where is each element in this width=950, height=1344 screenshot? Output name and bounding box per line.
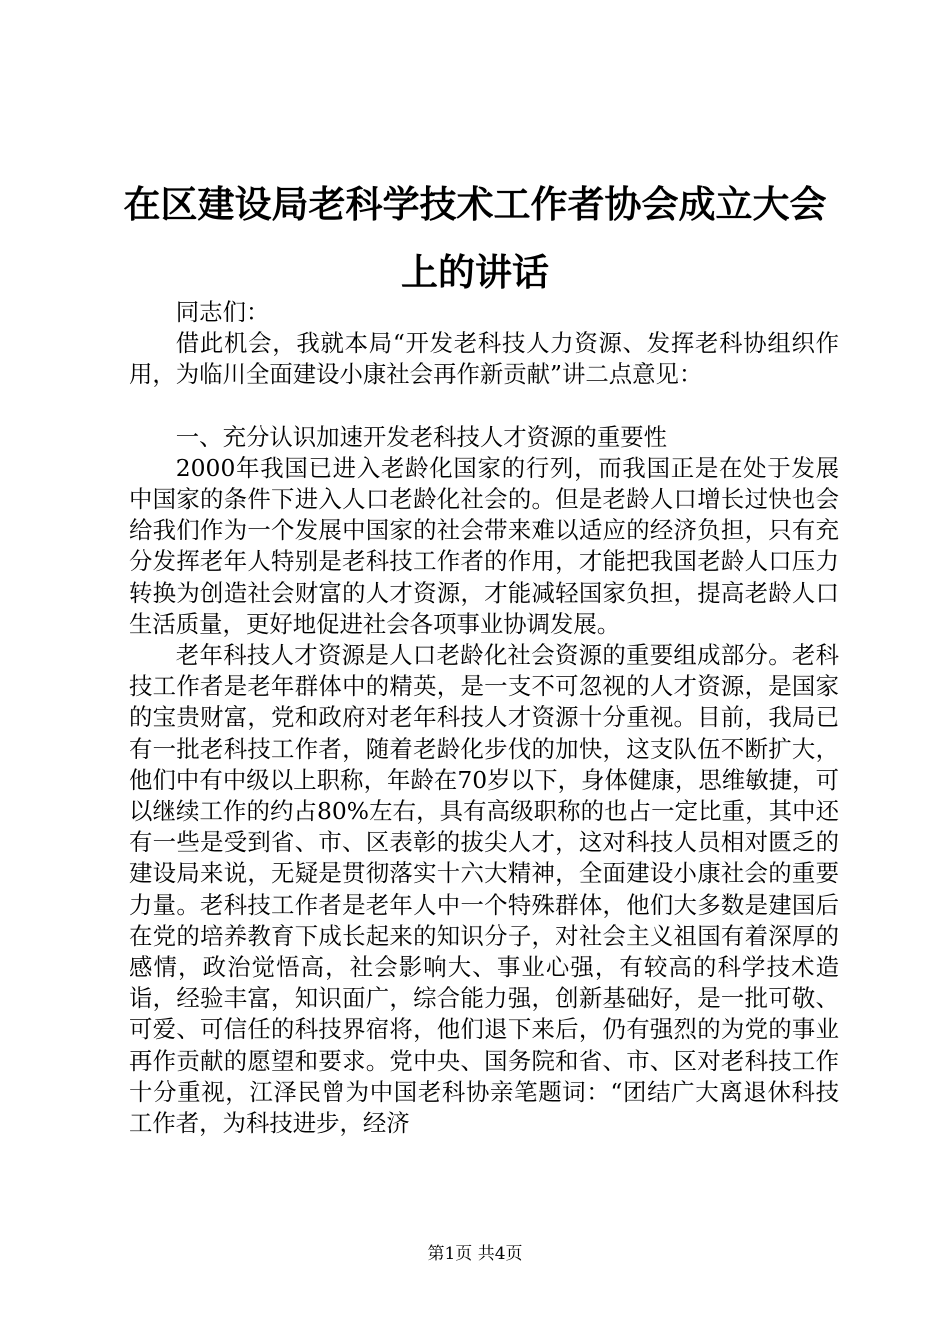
- salutation: 同志们：: [175, 298, 270, 326]
- paragraph-intro: 借此机会，我就本局“开发老科技人力资源、发挥老科协组织作用，为临川全面建设小康社会再作新贡献”讲二点意见：: [129, 329, 839, 389]
- document-title: 在区建设局老科学技术工作者协会成立大会上的讲话: [123, 182, 827, 294]
- paragraph-aging: 2000年我国已进入老龄化国家的行列，而我国正是在处于发展中国家的条件下进入人口老龄化社会的。但是老龄人口增长过快也会给我们作为一个发展中国家的社会带来难以适应的经济负担，只有充分发挥老年人特别是老科技工作者的作用，才能把我国老龄人口压力转换为创造社会财富的人才资源，才能减轻国家负担，提高老龄人口生活质量，更好地促进社会各项事业协调发展。: [129, 453, 839, 638]
- paragraph-talent: 老年科技人才资源是人口老龄化社会资源的重要组成部分。老科技工作者是老年群体中的精英，是一支不可忽视的人才资源，是国家的宝贵财富，党和政府对老年科技人才资源十分重视。目前，我局已有一批老科技工作者，随着老龄化步伐的加快，这支队伍不断扩大，他们中有中级以上职称，年龄在70岁以下，身体健康，思维敏捷，可以继续工作的约占80%左右，具有高级职称的也占一定比重，其中还有一些是受到省、市、区表彰的拔尖人才，这对科技人员相对匮乏的建设局来说，无疑是贯彻落实十六大精神，全面建设小康社会的重要力量。老科技工作者是老年人中一个特殊群体，他们大多数是建国后在党的培养教育下成长起来的知识分子，对社会主义祖国有着深厚的感情，政治觉悟高，社会影响大、事业心强，有较高的科学技术造诣，经验丰富，知识面广，综合能力强，创新基础好，是一批可敬、可爱、可信任的科技界宿将，他们退下来后，仍有强烈的为党的事业再作贡献的愿望和要求。党中央、国务院和省、市、区对老科技工作十分重视，江泽民曾为中国老科协亲笔题词：“团结广大离退休科技工作者，为科技进步，经济: [129, 641, 839, 1138]
- page-footer: 第1页 共4页: [427, 1244, 523, 1264]
- section-heading-1: 一、充分认识加速开发老科技人才资源的重要性: [175, 422, 667, 451]
- document-body: [129, 297, 839, 1139]
